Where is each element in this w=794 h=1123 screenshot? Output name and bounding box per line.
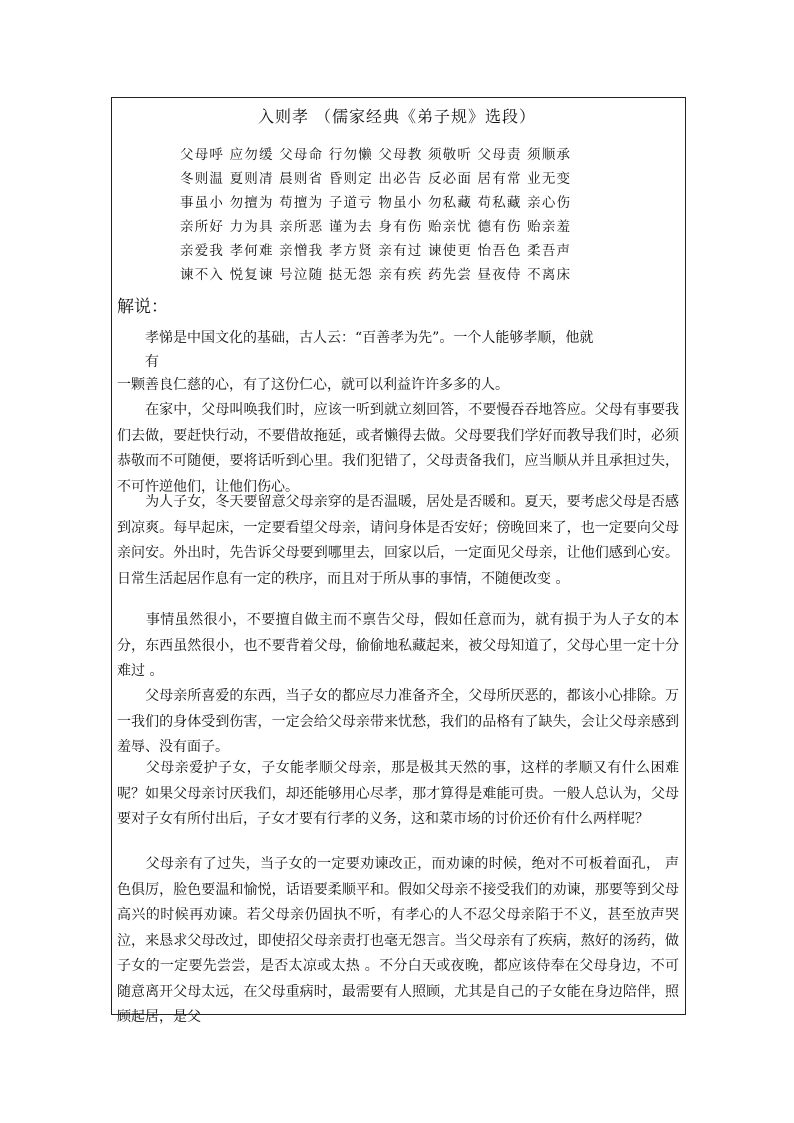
paragraph-3: 为人子女，冬天要留意父母亲穿的是否温暖，居处是否暖和。夏天，要考虑父母是否感到凉爽。每早起床，一定要看望父母亲，请问身体是否安好；傍晚回来了，也一定要向父母亲问安。外出时，先告诉父母要到哪里去，回家以后，一定面见父母亲，让他们感到心安。日常生活起居作息有一定的秩序，而且对于所从事的事情，不随便改变 。	[117, 494, 679, 587]
paragraph-1c: 一颗善良仁慈的心，有了这份仁心，就可以利益许许多多的人。	[117, 377, 509, 393]
verse-line: 亲所好 力为具 亲所恶 谨为去 身有伤 贻亲忧 德有伤 贻亲羞	[180, 219, 572, 235]
paragraph-2: 在家中，父母叫唤我们时，应该一听到就立刻回答，不要慢吞吞地答应。父母有事要我们去做，要赶快行动，不要借故拖延，或者懒得去做。父母要我们学好而教导我们时，必须恭敬而不可随便，要将话听到心里。我们犯错了，父母责备我们，应当顺从并且承担过失，不可忤逆他们，让他们伤心。	[117, 402, 679, 495]
paragraph-7: 父母亲有了过失，当子女的一定要劝谏改正，而劝谏的时候，绝对不可板着面孔， 声色俱厉，脸色要温和愉悦，话语要柔顺平和。假如父母亲不接受我们的劝谏，那要等到父母高兴的时候再劝谏。若父母亲仍固执不听，有孝心的人不忍父母亲陷于不义，甚至放声哭泣，来恳求父母改过，即使招父母亲责打也毫无怨言。当父母亲有了疾病，熬好的汤药，做子女的一定要先尝尝，是否太凉或太热 。不分白天或夜晚，都应该侍奉在父母身边，不可随意离开父母太远，在父母重病时，最需要有人照顾，尤其是自己的子女能在身边陪伴，照顾起居，是父	[117, 856, 679, 1025]
verse-line: 父母呼 应勿缓 父母命 行勿懒 父母教 须敬听 父母责 须顺承	[180, 147, 572, 163]
document-title: 入则孝 （儒家经典《弟子规》选段）	[257, 107, 537, 126]
explain-label: 解说：	[117, 297, 168, 317]
paragraph-1b: 有	[145, 354, 159, 370]
verse-line: 冬则温 夏则凊 晨则省 昏则定 出必告 反必面 居有常 业无变	[180, 171, 572, 187]
paragraph-6: 父母亲爱护子女，子女能孝顺父母亲，那是极其天然的事，这样的孝顺又有什么困难呢？如果父母亲讨厌我们，却还能够用心尽孝，那才算得是难能可贵。一般人总认为，父母要对子女有所付出后，子女才要有行孝的义务，这和菜市场的讨价还价有什么两样呢？	[117, 760, 679, 827]
paragraph-1a: 孝悌是中国文化的基础，古人云：“百善孝为先”。一个人能够孝顺，他就	[145, 330, 594, 346]
paragraph-5: 父母亲所喜爱的东西，当子女的都应尽力准备齐全，父母所厌恶的，都该小心排除。万一我们的身体受到伤害，一定会给父母亲带来忧愁，我们的品格有了缺失，会让父母亲感到羞辱、没有面子。	[117, 688, 679, 755]
verse-line: 谏不入 悦复谏 号泣随 挞无怨 亲有疾 药先尝 昼夜侍 不离床	[180, 267, 572, 283]
verse-line: 亲爱我 孝何难 亲憎我 孝方贤 亲有过 谏使更 怡吾色 柔吾声	[180, 243, 572, 259]
verse-line: 事虽小 勿擅为 苟擅为 子道亏 物虽小 勿私藏 苟私藏 亲心伤	[180, 195, 572, 211]
paragraph-4: 事情虽然很小，不要擅自做主而不禀告父母，假如任意而为，就有损于为人子女的本分，东西虽然很小，也不要背着父母，偷偷地私藏起来，被父母知道了，父母心里一定十分难过 。	[117, 612, 679, 679]
